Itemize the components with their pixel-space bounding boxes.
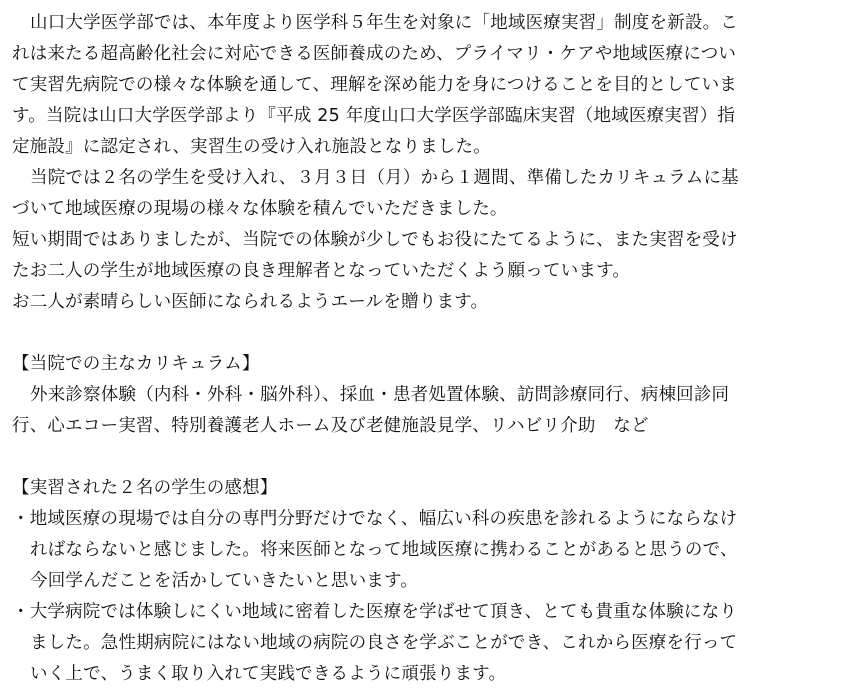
text-line: お二人が素晴らしい医師になられるようエールを贈ります。: [12, 292, 489, 312]
document-body: [12, 8, 812, 690]
students-paragraph: [12, 163, 812, 318]
section-heading: 【当院での主なカリキュラム】: [12, 354, 260, 374]
section-heading: 【実習された２名の学生の感想】: [12, 478, 278, 498]
text-line: 行、心エコー実習、特別養護老人ホーム及び老健施設見学、リハビリ介助 など: [12, 416, 649, 436]
text-line: ました。急性期病院にはない地域の病院の良さを学ぶことができ、これから医療を行って: [30, 633, 738, 653]
text-line: 短い期間ではありましたが、当院での体験が少しでもお役にたてるように、また実習を受け: [12, 230, 738, 250]
text-line: 今回学んだことを活かしていきたいと思います。: [30, 571, 418, 591]
text-line: す。当院は山口大学医学部より『平成 25 年度山口大学医学部臨床実習（地域医療実習）指: [12, 106, 736, 126]
text-line: て実習先病院での様々な体験を通して、理解を深め能力を身につけることを目的としていま: [12, 75, 737, 95]
text-line: いく上で、うまく取り入れて実践できるように頑張ります。: [30, 664, 507, 684]
text-line: れは来たる超高齢化社会に対応できる医師養成のため、プライマリ・ケアや地域医療につい: [12, 44, 737, 64]
impression-item: [12, 597, 812, 690]
text-line: ればならないと感じました。将来医師となって地域医療に携わることがあると思うので、: [30, 540, 738, 560]
text-line: づいて地域医療の現場の様々な体験を積んでいただきました。: [12, 199, 508, 219]
spacer: [12, 442, 812, 473]
text-line: 定施設』に認定され、実習生の受け入れ施設となりました。: [12, 137, 491, 157]
spacer: [12, 318, 812, 349]
text-line: 外来診察体験（内科・外科・脳外科）、採血・患者処置体験、訪問診療同行、病棟回診同: [30, 385, 730, 405]
text-line: ・地域医療の現場では自分の専門分野だけでなく、幅広い科の疾患を診れるようにならなけ: [12, 509, 738, 529]
curriculum-section: [12, 349, 812, 442]
text-line: 山口大学医学部では、本年度より医学科５年生を対象に「地域医療実習」制度を新設。こ: [30, 13, 738, 33]
impressions-section: [12, 473, 812, 690]
text-line: たお二人の学生が地域医療の良き理解者となっていただくよう願っています。: [12, 261, 631, 281]
text-line: ・大学病院では体験しにくい地域に密着した医療を学ばせて頂き、とても貴重な体験になり: [12, 602, 737, 622]
impression-item: [12, 504, 812, 597]
intro-paragraph: [12, 8, 812, 163]
text-line: 当院では２名の学生を受け入れ、３月３日（月）から１週間、準備したカリキュラムに基: [30, 168, 739, 188]
